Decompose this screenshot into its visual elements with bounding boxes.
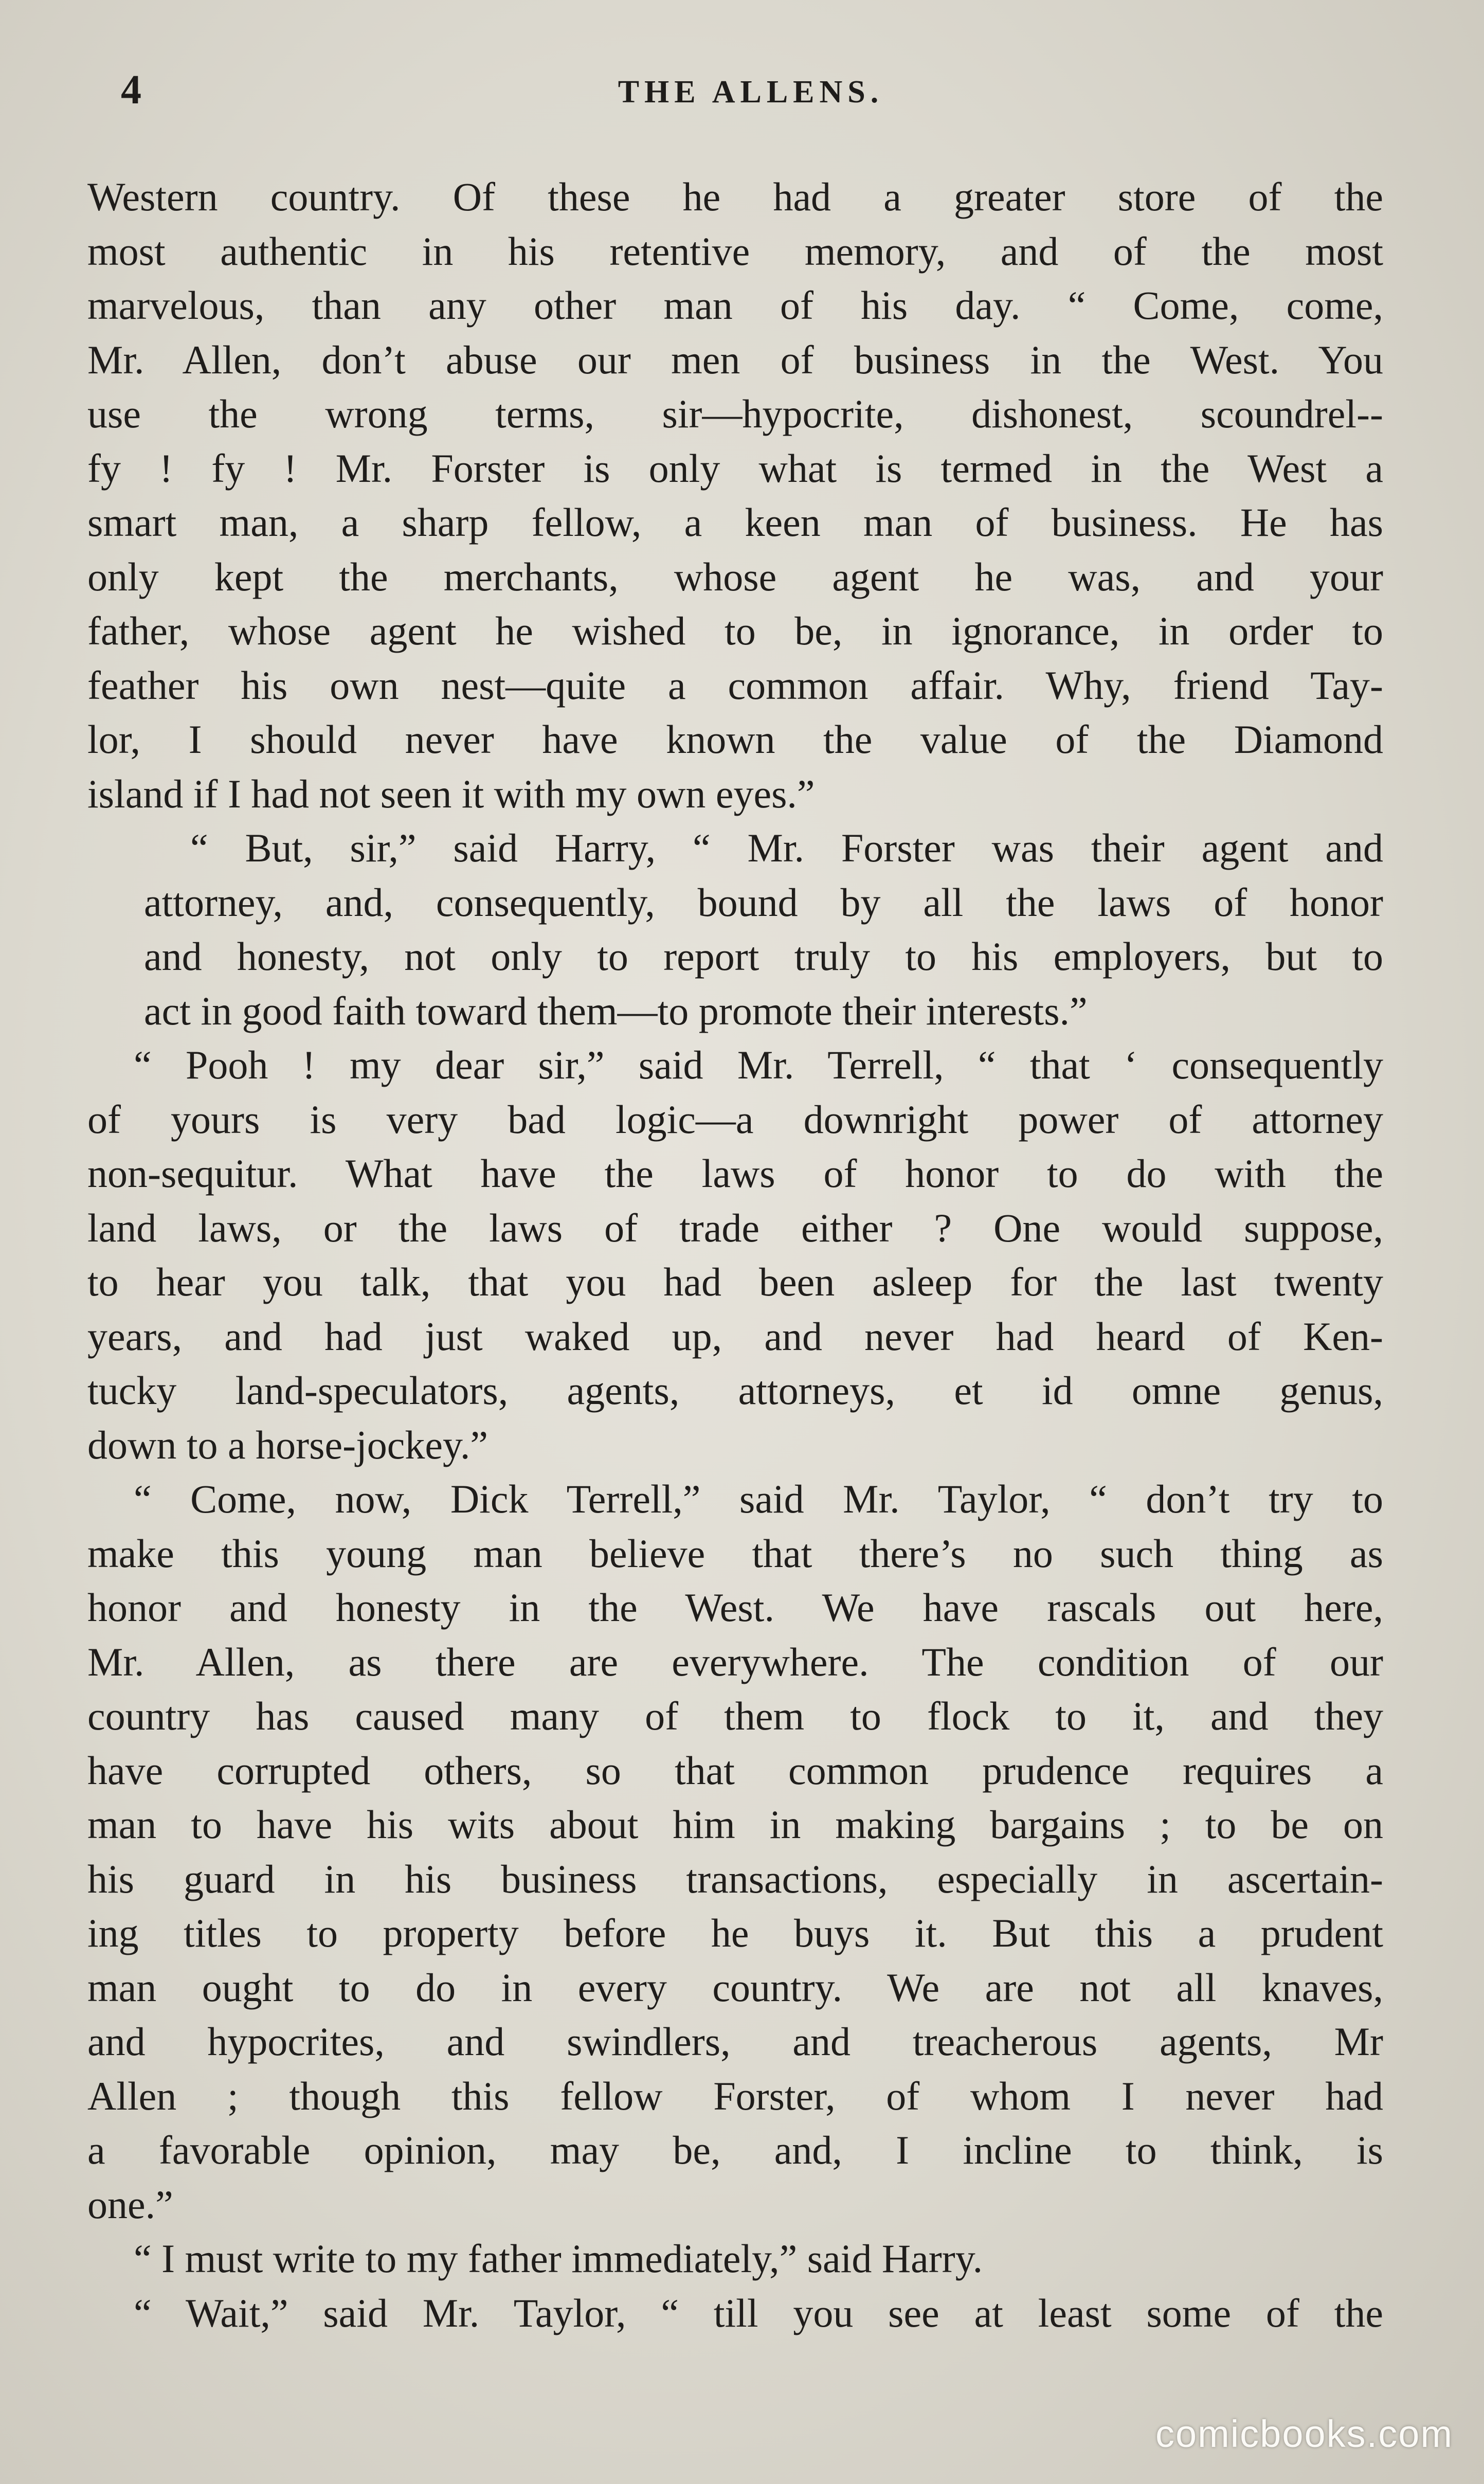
text-line: make this young man believe that there’s no such thing as bbox=[87, 1531, 1383, 1576]
text-line: “ But, sir,” said Harry, “ Mr. Forster was their agent and bbox=[190, 825, 1383, 870]
text-line: lor, I should never have known the value of the Diamond bbox=[87, 717, 1383, 762]
text-line: only kept the merchants, whose agent he was, and your bbox=[87, 554, 1383, 599]
text-line: man ought to do in every country. We are not all knaves, bbox=[87, 1965, 1383, 2010]
page-header bbox=[111, 67, 1391, 123]
text-line: country has caused many of them to flock to it, and they bbox=[87, 1694, 1383, 1738]
text-line: of yours is very bad logic—a downright power of attorney bbox=[87, 1096, 1383, 1142]
text-line: tucky land-speculators, agents, attorneys, et id omne genus, bbox=[87, 1368, 1383, 1413]
text-line: attorney, and, consequently, bound by all the laws of honor bbox=[144, 879, 1383, 925]
running-title: THE ALLENS. bbox=[618, 75, 884, 110]
text-line: use the wrong terms, sir—hypocrite, dishonest, scoundrel-- bbox=[87, 391, 1383, 436]
page-number: 4 bbox=[121, 67, 141, 113]
text-line: and hypocrites, and swindlers, and treacherous agents, Mr bbox=[87, 2019, 1383, 2064]
paragraph bbox=[87, 1038, 1383, 1472]
text-line: and honesty, not only to report truly to his employers, but to bbox=[144, 934, 1383, 979]
text-line: ing titles to property before he buys it. But this a prudent bbox=[87, 1911, 1383, 1955]
text-line: have corrupted others, so that common prudence requires a bbox=[87, 1748, 1383, 1793]
text-line: “ Wait,” said Mr. Taylor, “ till you see at least some of the bbox=[134, 2290, 1383, 2335]
watermark: comicbooks.com bbox=[1155, 2413, 1453, 2455]
paragraph bbox=[87, 2286, 1383, 2341]
paragraph bbox=[87, 2231, 1383, 2286]
text-line: Allen ; though this fellow Forster, of whom I never had bbox=[87, 2073, 1383, 2118]
text-line: feather his own nest—quite a common affair. Why, friend Tay- bbox=[87, 662, 1383, 708]
text-line: smart man, a sharp fellow, a keen man of business. He has bbox=[87, 500, 1383, 545]
text-line: to hear you talk, that you had been asleep for the last twenty bbox=[87, 1259, 1383, 1304]
text-line: Mr. Allen, don’t abuse our men of business in the West. You bbox=[87, 337, 1383, 382]
text-line: years, and had just waked up, and never had heard of Ken- bbox=[87, 1313, 1383, 1359]
text-line: land laws, or the laws of trade either ? One would suppose, bbox=[87, 1205, 1383, 1250]
text-line: one.” bbox=[87, 2182, 173, 2227]
text-line: “ Pooh ! my dear sir,” said Mr. Terrell, “ that ‘ consequently bbox=[134, 1042, 1383, 1087]
text-line: non-sequitur. What have the laws of honor to do with the bbox=[87, 1151, 1383, 1196]
text-line: honor and honesty in the West. We have rascals out here, bbox=[87, 1585, 1383, 1630]
text-line: his guard in his business transactions, especially in ascertain- bbox=[87, 1856, 1383, 1901]
text-line: father, whose agent he wished to be, in ignorance, in order to bbox=[87, 608, 1383, 653]
text-line: Mr. Allen, as there are everywhere. The condition of our bbox=[87, 1639, 1383, 1684]
text-line: fy ! fy ! Mr. Forster is only what is termed in the West a bbox=[87, 445, 1383, 491]
text-line: down to a horse-jockey.” bbox=[87, 1422, 488, 1467]
text-line: man to have his wits about him in making bargains ; to be on bbox=[87, 1802, 1383, 1847]
text-line: Western country. Of these he had a greater store of the bbox=[87, 174, 1383, 219]
text-line: a favorable opinion, may be, and, I incline to think, is bbox=[87, 2128, 1383, 2172]
text-line: “ Come, now, Dick Terrell,” said Mr. Taylor, “ don’t try to bbox=[134, 1477, 1383, 1521]
paragraph bbox=[87, 821, 1383, 1038]
text-line: most authentic in his retentive memory, and of the most bbox=[87, 228, 1383, 274]
text-line: marvelous, than any other man of his day. “ Come, come, bbox=[87, 283, 1383, 328]
text-line: “ I must write to my father immediately,” said Harry. bbox=[134, 2236, 983, 2281]
text-line: island if I had not seen it with my own eyes.” bbox=[87, 771, 815, 816]
paragraph bbox=[87, 1472, 1383, 2231]
text-line: act in good faith toward them—to promote their interests.” bbox=[144, 988, 1088, 1033]
body-text bbox=[87, 170, 1383, 2340]
paragraph bbox=[87, 170, 1383, 821]
